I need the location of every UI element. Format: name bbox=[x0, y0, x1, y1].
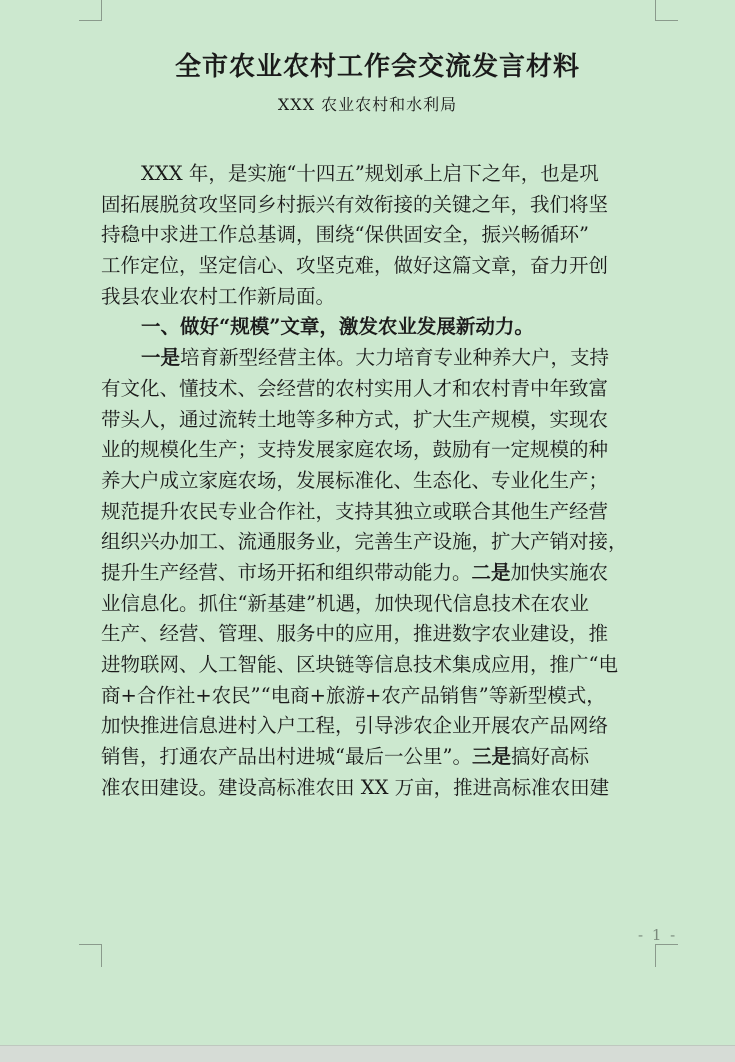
page-corner-mark-top-left bbox=[79, 0, 102, 21]
body-line: 有文化、懂技术、会经营的农村实用人才和农村青中年致富 bbox=[101, 376, 609, 400]
body-line: 进物联网、人工智能、区块链等信息技术集成应用，推广“电 bbox=[101, 653, 618, 676]
document-subtitle: XXX 农业农村和水利局 bbox=[277, 95, 458, 114]
body-line: 养大户成立家庭农场，发展标准化、生态化、专业化生产； bbox=[101, 468, 609, 492]
page-number: - 1 - bbox=[638, 926, 678, 944]
document-title: 全市农业农村工作会交流发言材料 bbox=[174, 52, 580, 82]
body-line: 业信息化。抓住“新基建”机遇，加快现代信息技术在农业 bbox=[101, 591, 589, 615]
body-line: 加快推进信息进村入户工程，引导涉农企业开展农产品网络 bbox=[101, 714, 609, 738]
body-line: XXX 年，是实施“十四五”规划承上启下之年，也是巩 bbox=[141, 162, 599, 185]
body-line: 准农田建设。建设高标准农田 XX 万亩，推进高标准农田建 bbox=[101, 775, 610, 799]
body-line: 持稳中求进工作总基调，围绕“保供固安全，振兴畅循环” bbox=[101, 223, 589, 247]
body-line: 一是培育新型经营主体。大力培育专业种养大户，支持 bbox=[141, 346, 610, 370]
bold-marker: 三是 bbox=[471, 745, 511, 769]
bold-marker: 一是 bbox=[141, 346, 181, 370]
section-heading: 一、做好“规模”文章，激发农业发展新动力。 bbox=[141, 315, 534, 339]
body-line: 提升生产经营、市场开拓和组织带动能力。二是加快实施农 bbox=[101, 560, 609, 584]
body-line: 带头人，通过流转土地等多种方式，扩大生产规模，实现农 bbox=[101, 407, 609, 431]
body-line: 我县农业农村工作新局面。 bbox=[101, 284, 336, 308]
page-corner-mark-top-right bbox=[655, 0, 678, 21]
document-body bbox=[101, 159, 661, 803]
page-corner-mark-bottom-left bbox=[79, 944, 102, 967]
body-line: 生产、经营、管理、服务中的应用，推进数字农业建设，推 bbox=[101, 622, 609, 646]
window-bottom-strip bbox=[0, 1045, 735, 1062]
body-line: 组织兴办加工、流通服务业，完善生产设施，扩大产销对接， bbox=[101, 530, 628, 554]
body-line: 商+合作社+农民”“电商+旅游+农产品销售”等新型模式， bbox=[101, 683, 606, 707]
body-line: 固拓展脱贫攻坚同乡村振兴有效衔接的关键之年，我们将坚 bbox=[101, 192, 609, 216]
bold-marker: 二是 bbox=[471, 560, 511, 584]
body-line: 规范提升农民专业合作社，支持其独立或联合其他生产经营 bbox=[101, 499, 609, 523]
body-line: 业的规模化生产；支持发展家庭农场，鼓励有一定规模的种 bbox=[101, 438, 609, 462]
body-line: 工作定位，坚定信心、攻坚克难，做好这篇文章，奋力开创 bbox=[101, 254, 609, 278]
body-line: 销售，打通农产品出村进城“最后一公里”。三是搞好高标 bbox=[101, 745, 589, 769]
page-corner-mark-bottom-right bbox=[655, 944, 678, 967]
